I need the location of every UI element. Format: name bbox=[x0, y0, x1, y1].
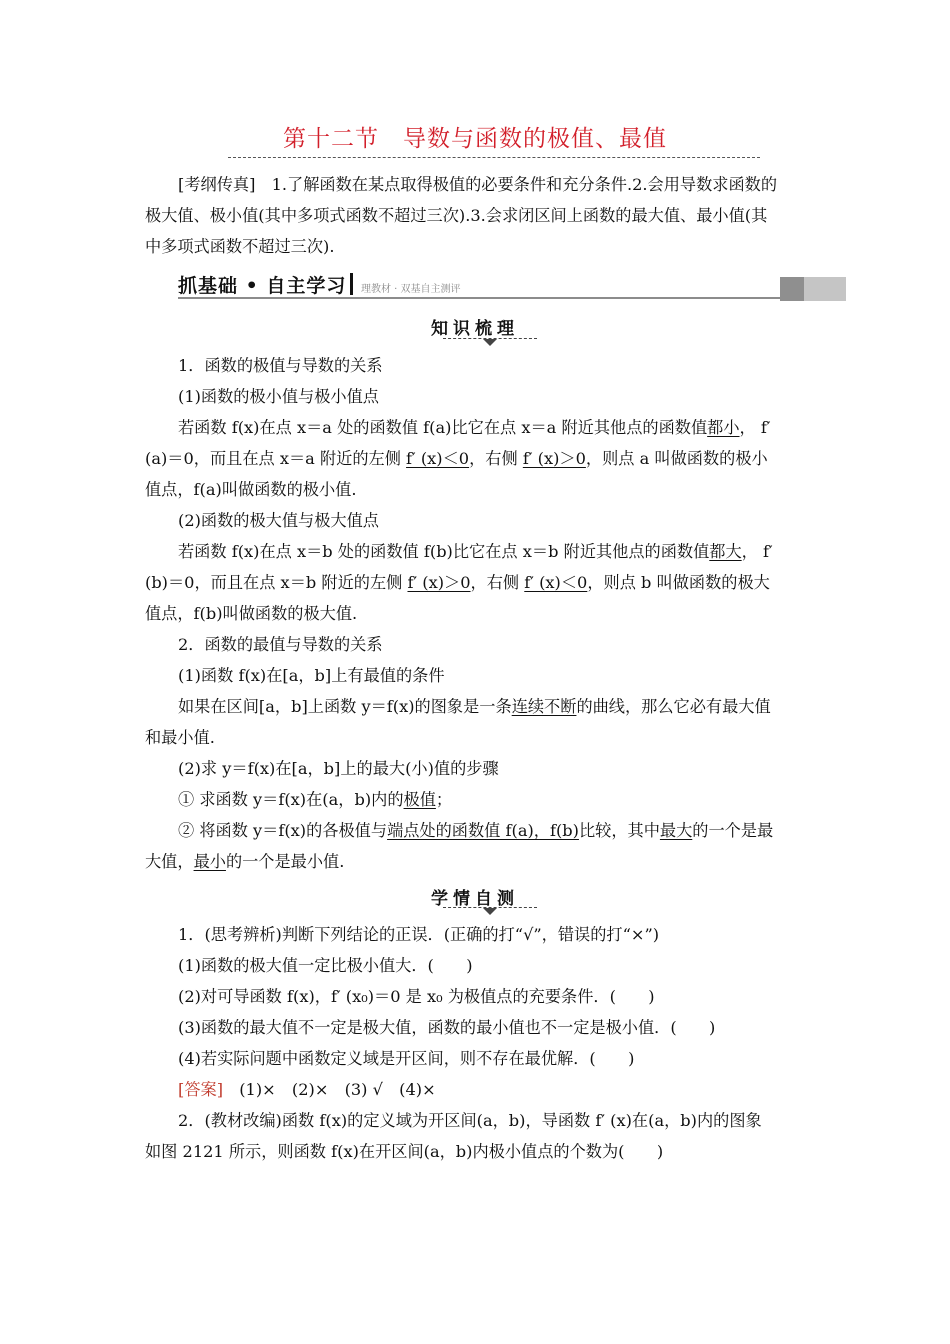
answer-blank: 都小 bbox=[707, 418, 740, 437]
k-heading-1: 1．函数的极值与导数的关系 bbox=[178, 356, 383, 375]
k-heading-1b: (2)函数的极大值与极大值点 bbox=[178, 511, 379, 530]
kaogang-label: [考纲传真] bbox=[178, 175, 256, 194]
k-heading-2: 2．函数的最值与导数的关系 bbox=[178, 635, 383, 654]
banner-rule bbox=[178, 297, 846, 299]
k-heading-2a: (1)函数 f(x)在[a，b]上有最值的条件 bbox=[178, 666, 445, 685]
section-heading-selftest: 学情自测 bbox=[431, 889, 519, 909]
k-step-2: ② 将函数 y＝f(x)的各极值与端点处的函数值 f(a)，f(b)比较，其中最大的一个是最 bbox=[178, 821, 774, 840]
question-2-line-1: 2．(教材改编)函数 f(x)的定义域为开区间(a，b)，导函数 f′ (x)在(a，b)内的图象 bbox=[178, 1111, 762, 1130]
k-para-3b: 和最小值. bbox=[145, 728, 215, 747]
k-para-1c: 值点，f(a)叫做函数的极小值. bbox=[145, 480, 357, 499]
section-banner bbox=[178, 271, 846, 301]
k-para-2c: 值点，f(b)叫做函数的极大值. bbox=[145, 604, 358, 623]
triangle-down-icon bbox=[483, 908, 497, 915]
question-1-item-2: (2)对可导函数 f(x)，f′ (x₀)＝0 是 x₀ 为极值点的充要条件．( ) bbox=[178, 987, 655, 1006]
question-1-item-3: (3)函数的最大值不一定是极大值，函数的最小值也不一定是极小值．( ) bbox=[178, 1018, 716, 1037]
answer-blank: 最大 bbox=[659, 821, 693, 840]
k-heading-1a: (1)函数的极小值与极小值点 bbox=[178, 387, 379, 406]
answer-text: (1)× (2)× (3) √ (4)× bbox=[223, 1080, 436, 1099]
banner-block-dark bbox=[780, 277, 804, 301]
banner-title: 抓基础 • 自主学习 bbox=[178, 275, 347, 297]
kaogang-line-2: 极大值、极小值(其中多项式函数不超过三次).3.会求闭区间上函数的最大值、最小值(其 bbox=[145, 206, 768, 225]
kaogang-text-1: 1.了解函数在某点取得极值的必要条件和充分条件.2.会用导数求函数的 bbox=[271, 175, 778, 194]
section-heading-knowledge: 知识梳理 bbox=[431, 319, 519, 339]
answer-blank: 连续不断 bbox=[511, 697, 577, 716]
answer-line bbox=[178, 1074, 436, 1105]
k-step-1: ① 求函数 y＝f(x)在(a，b)内的极值； bbox=[178, 790, 453, 809]
k-heading-2b: (2)求 y＝f(x)在[a，b]上的最大(小)值的步骤 bbox=[178, 759, 499, 778]
question-1-item-4: (4)若实际问题中函数定义域是开区间，则不存在最优解．( ) bbox=[178, 1049, 635, 1068]
page-title: 第十二节 导数与函数的极值、最值 bbox=[283, 126, 667, 152]
k-para-1a: 若函数 f(x)在点 x＝a 处的函数值 f(a)比它在点 x＝a 附近其他点的函数值都小， f′ bbox=[178, 418, 771, 437]
answer-blank: f′ (x)＜0 bbox=[406, 449, 470, 468]
banner-subtitle: 理教材 · 双基自主测评 bbox=[361, 284, 461, 295]
k-para-1b: (a)＝0，而且在点 x＝a 附近的左侧 f′ (x)＜0，右侧 f′ (x)＞0，则点 a 叫做函数的极小 bbox=[145, 449, 768, 468]
answer-blank: 都大 bbox=[709, 542, 742, 561]
k-para-2a: 若函数 f(x)在点 x＝b 处的函数值 f(b)比它在点 x＝b 附近其他点的函数值都大， f′ bbox=[178, 542, 773, 561]
answer-blank: f′ (x)＞0 bbox=[407, 573, 471, 592]
answer-blank: 最小 bbox=[193, 852, 226, 871]
answer-blank: 极值 bbox=[403, 790, 436, 809]
title-divider bbox=[228, 157, 760, 158]
banner-divider bbox=[350, 273, 353, 295]
question-2-line-2: 如图 2121 所示，则函数 f(x)在开区间(a，b)内极小值点的个数为( ) bbox=[145, 1142, 664, 1161]
k-para-2b: (b)＝0，而且在点 x＝b 附近的左侧 f′ (x)＞0，右侧 f′ (x)＜0，则点 b 叫做函数的极大 bbox=[145, 573, 770, 592]
banner-block-light bbox=[804, 277, 846, 301]
answer-blank: f′ (x)＞0 bbox=[522, 449, 586, 468]
question-1: 1．(思考辨析)判断下列结论的正误．(正确的打“√”，错误的打“×”) bbox=[178, 925, 660, 944]
kaogang-line-1 bbox=[178, 169, 777, 200]
answer-blank: 端点处的函数值 f(a)，f(b) bbox=[387, 821, 579, 840]
question-1-item-1: (1)函数的极大值一定比极小值大．( ) bbox=[178, 956, 473, 975]
kaogang-line-3: 中多项式函数不超过三次). bbox=[145, 237, 335, 256]
triangle-down-icon bbox=[483, 339, 497, 346]
k-para-3a: 如果在区间[a，b]上函数 y＝f(x)的图象是一条连续不断的曲线，那么它必有最大值 bbox=[178, 697, 771, 716]
answer-label: [答案] bbox=[178, 1080, 224, 1099]
answer-blank: f′ (x)＜0 bbox=[524, 573, 588, 592]
k-step-2-cont: 大值，最小的一个是最小值. bbox=[145, 852, 345, 871]
